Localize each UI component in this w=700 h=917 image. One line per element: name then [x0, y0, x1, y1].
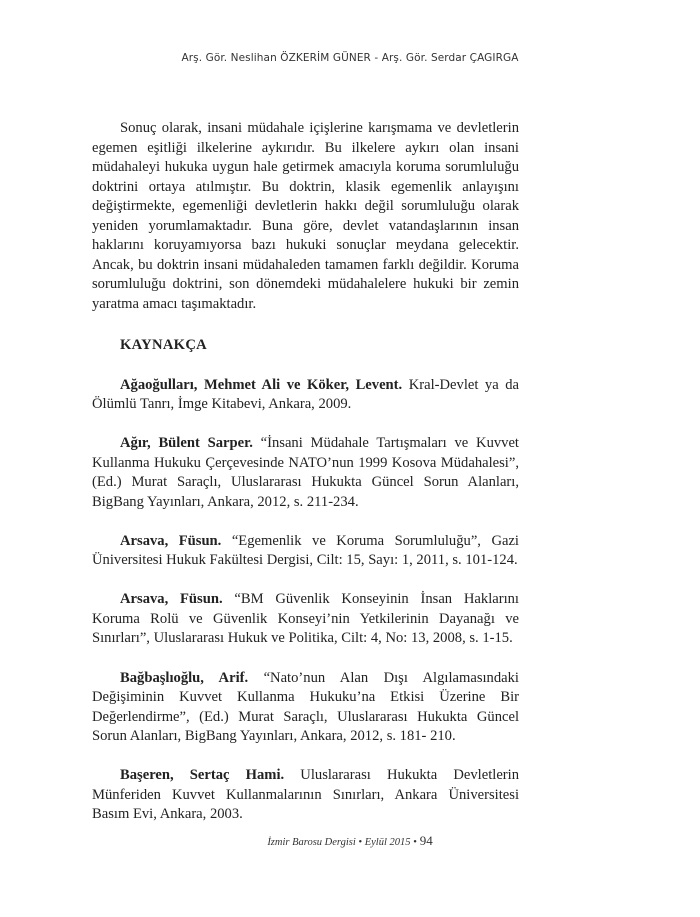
reference-author: Bağbaşlıoğlu, Arif. — [120, 669, 249, 686]
reference-author: Ağır, Bülent Sarper. — [120, 435, 253, 452]
reference-text: “BM Güvenlik Konseyinin İnsan Haklarını Koruma Rolü ve Güvenlik Konseyi’nin Yetkilerinin Dayanağı ve Sınırları”, Uluslararası Hukuk ve Politika, Cilt: 4, No: 13, 2008, s. 1-15. — [92, 591, 519, 647]
reference-text: Uluslararası Hukukta Devletlerin Münferiden Kuvvet Kullanmalarının Sınırları, Ankara Üniversitesi Basım Evi, Ankara, 2003. — [92, 767, 520, 823]
references-heading: KAYNAKÇA — [120, 337, 207, 354]
reference-text: “Nato’nun Alan Dışı Algılamasındaki Değişiminin Kuvvet Kullanma Hukuku’na Etkisi Üzerine Bir Değerlendirme”, (Ed.) Murat Saraçlı, Uluslararası Hukukta Güncel Sorun Alanları, BigBang Yayınları, Ankara, 2012, s. 181- 210. — [92, 669, 519, 745]
footer-journal: İzmir Barosu Dergisi • Eylül 2015 • — [267, 837, 417, 848]
reference-author: Arsava, Füsun. — [120, 532, 222, 549]
running-header: Arş. Gör. Neslihan ÖZKERİM GÜNER - Arş. Gör. Serdar ÇAGIRGA — [181, 52, 519, 64]
reference-text: “İnsani Müdahale Tartışmaları ve Kuvvet Kullanma Hukuku Çerçevesinde NATO’nun 1999 Kosova Müdahalesi”, (Ed.) Murat Saraçlı, Uluslararası Hukukta Güncel Sorun Alanları, BigBang Yayınları, Ankara, 2012, s. 211-234. — [92, 435, 519, 510]
reference-item — [92, 376, 519, 415]
page-body — [92, 119, 519, 825]
reference-author: Ağaoğulları, Mehmet Ali ve Köker, Levent. — [120, 376, 403, 393]
reference-item — [92, 532, 519, 571]
reference-item — [92, 590, 519, 649]
reference-author: Başeren, Sertaç Hami. — [120, 767, 285, 784]
reference-item — [92, 669, 519, 747]
conclusion-paragraph: Sonuç olarak, insani müdahale içişlerine karışmama ve devletlerin egemen eşitliği ilkelerine aykırıdır. Bu ilkelere aykırı olan insani müdahaleyi hukuka uygun hale getirmek amacıyla koruma sorumluluğu doktrini ortaya atılmıştır. Bu doktrin, klasik egemenlik anlayışını değiştirmekte, egemenliği devletlerin hakkı değil sorumluluğu olarak yeniden yorumlamaktadır. Buna göre, devlet vatandaşlarının insan haklarını koruyamıyorsa bazı hukuki sonuçlar meydana gelecektir. Ancak, bu doktrin insani müdahaleden tamamen farklı değildir. Koruma sorumluluğu doktrini, son dönemdeki müdahalelere hukuki bir zemin yaratma amacı taşımaktadır. — [92, 120, 519, 312]
reference-item — [92, 434, 519, 512]
reference-text: Kral-Devlet ya da Ölümlü Tanrı, İmge Kitabevi, Ankara, 2009. — [92, 376, 520, 413]
page-number: 94 — [419, 833, 433, 848]
page-footer — [0, 833, 700, 849]
reference-text: “Egemenlik ve Koruma Sorumluluğu”, Gazi Üniversitesi Hukuk Fakültesi Dergisi, Cilt: 15, Sayı: 1, 2011, s. 101-124. — [92, 532, 519, 569]
reference-item — [92, 766, 519, 825]
reference-author: Arsava, Füsun. — [120, 591, 223, 608]
